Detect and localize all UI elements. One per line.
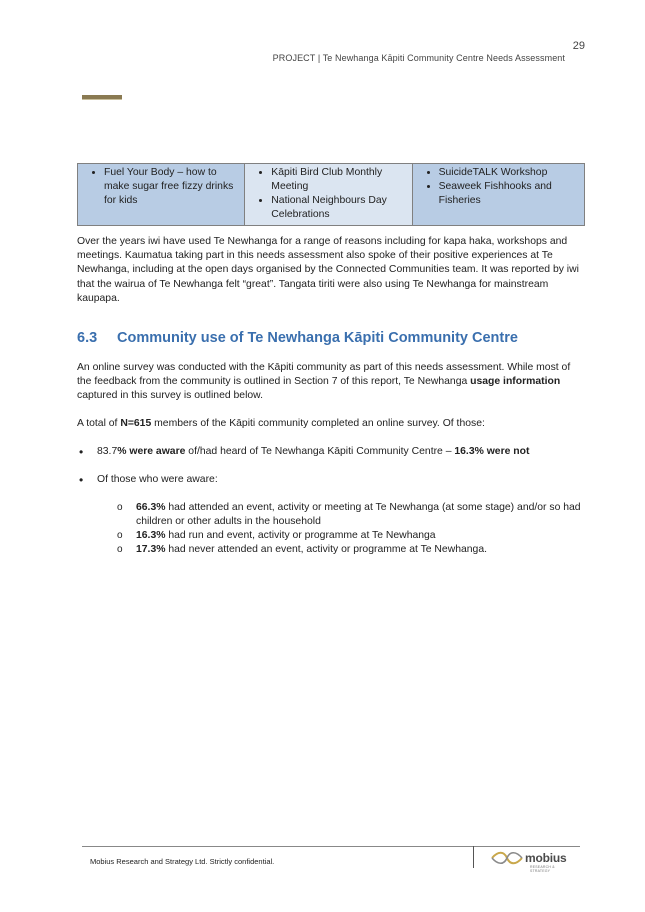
table-cell: [78, 164, 245, 226]
list-item: o 16.3% had run and event, activity or programme at Te Newhanga: [117, 529, 597, 543]
header-accent-rule: [82, 95, 122, 99]
footer-rule: [82, 846, 580, 847]
mobius-logo: [490, 851, 567, 873]
logo-wordmark: mobius: [525, 851, 567, 865]
logo-tagline: RESEARCH & STRATEGY: [530, 865, 555, 873]
events-table: [77, 163, 585, 226]
list-item: • SuicideTALK Workshop: [439, 166, 580, 180]
list-item: o 17.3% had never attended an event, activity or programme at Te Newhanga.: [117, 543, 597, 557]
paragraph-total: A total of N=615 members of the Kāpiti community completed an online survey. Of those:: [77, 418, 485, 429]
bold-text: N=615: [120, 418, 152, 429]
list-item: o 66.3% had attended an event, activity or meeting at Te Newhanga (at some stage) and/or so had children or other adults in the household: [117, 501, 597, 529]
paragraph-iwi-usage: Over the years iwi have used Te Newhanga for a range of reasons including for kapa haka, workshops and meetings. Kaumatua taking part in this needs assessment also spoke of their positive experiences at Te Newhanga, including at the open days organised by the Connected Communities team. It was reported by iwi that the wairua of Te Newhanga felt “great”. Tangata tiriti were also using Te Newhanga for mainstream kaupapa.: [77, 236, 579, 304]
table-row: [78, 164, 585, 226]
bullet-list: [77, 473, 597, 487]
footer-confidential: Mobius Research and Strategy Ltd. Strictly confidential.: [90, 857, 275, 866]
list-item: • Fuel Your Body – how to make sugar free fizzy drinks for kids: [104, 166, 240, 208]
footer-divider: [473, 846, 474, 868]
list-item: • 83.7% were aware of/had heard of Te Newhanga Kāpiti Community Centre – 16.3% were not: [77, 445, 597, 459]
bold-text: usage information: [470, 376, 561, 388]
bullet-list: [77, 445, 597, 459]
paragraph-survey: An online survey was conducted with the Kāpiti community as part of this needs assessment. While most of the feedback from the community is outlined in Section 7 of this report, Te Newhanga usage information captured in this survey is outlined below.: [77, 362, 571, 402]
table-cell: [245, 164, 412, 226]
section-number: 6.3: [77, 330, 98, 346]
list-item: • Kāpiti Bird Club Monthly Meeting: [271, 166, 407, 194]
table-cell: [412, 164, 584, 226]
mobius-swoosh-icon: [490, 851, 524, 865]
section-heading: [77, 330, 597, 346]
page-number: 29: [572, 40, 585, 52]
running-header: PROJECT | Te Newhanga Kāpiti Community Centre Needs Assessment: [272, 53, 565, 63]
list-item: • Seaweek Fishhooks and Fisheries: [439, 180, 580, 208]
list-item: • National Neighbours Day Celebrations: [271, 194, 407, 222]
list-item: • Of those who were aware:: [77, 473, 597, 487]
sub-bullet-list: [117, 501, 597, 557]
section-title: Community use of Te Newhanga Kāpiti Community Centre: [117, 330, 518, 346]
